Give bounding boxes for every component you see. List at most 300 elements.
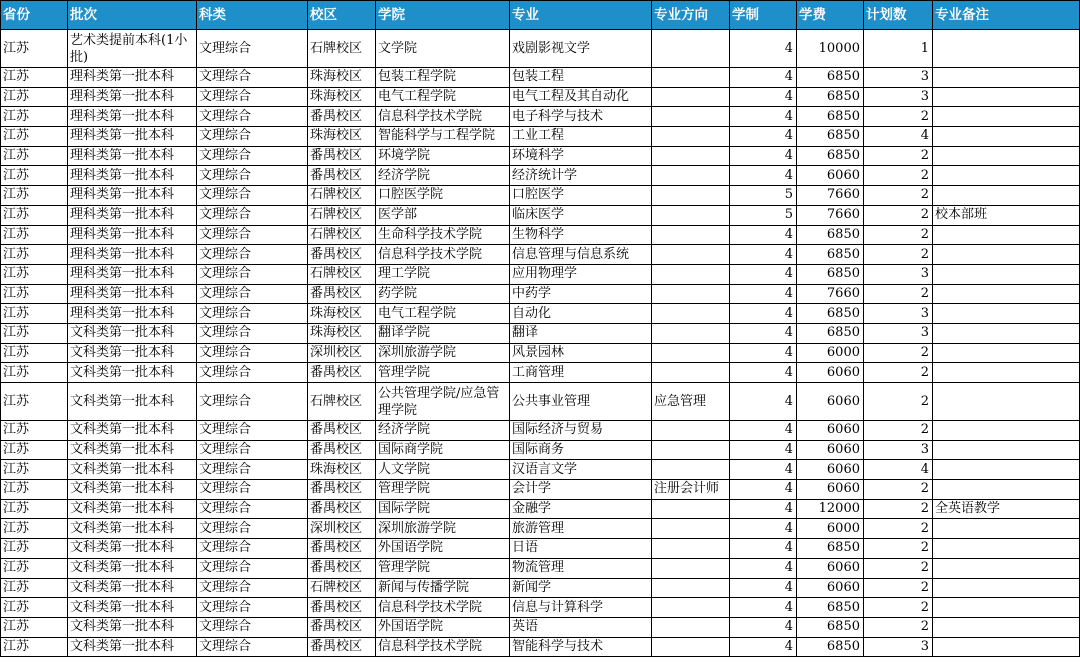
category-cell: 文理综合 (197, 440, 308, 460)
duration-cell: 5 (730, 186, 797, 206)
major-cell: 物流管理 (510, 558, 652, 578)
province-cell: 江苏 (1, 440, 68, 460)
duration-cell: 4 (730, 68, 797, 88)
campus-cell: 深圳校区 (308, 343, 376, 363)
direction-cell (652, 264, 730, 284)
direction-cell (652, 539, 730, 559)
province-cell: 江苏 (1, 205, 68, 225)
duration-cell: 4 (730, 519, 797, 539)
tuition-cell: 6000 (797, 343, 864, 363)
province-cell: 江苏 (1, 323, 68, 343)
remarks-cell (933, 264, 1080, 284)
campus-cell: 番禺校区 (308, 480, 376, 500)
college-cell: 信息科学技术学院 (376, 245, 510, 265)
province-cell: 江苏 (1, 304, 68, 324)
college-cell: 国际商学院 (376, 440, 510, 460)
col-header-direction: 专业方向 (652, 1, 730, 30)
duration-cell: 4 (730, 127, 797, 147)
province-cell: 江苏 (1, 480, 68, 500)
batch-cell: 理科类第一批本科 (68, 166, 197, 186)
campus-cell: 番禺校区 (308, 284, 376, 304)
duration-cell: 4 (730, 460, 797, 480)
direction-cell (652, 519, 730, 539)
major-cell: 金融学 (510, 499, 652, 519)
remarks-cell (933, 598, 1080, 618)
table-row (1, 578, 1080, 598)
major-cell: 口腔医学 (510, 186, 652, 206)
province-cell: 江苏 (1, 617, 68, 637)
batch-cell: 文科类第一批本科 (68, 539, 197, 559)
batch-cell: 理科类第一批本科 (68, 107, 197, 127)
batch-cell: 理科类第一批本科 (68, 186, 197, 206)
duration-cell: 4 (730, 30, 797, 68)
campus-cell: 石牌校区 (308, 205, 376, 225)
quota-cell: 2 (864, 186, 933, 206)
table-row (1, 225, 1080, 245)
campus-cell: 番禺校区 (308, 617, 376, 637)
college-cell: 外国语学院 (376, 539, 510, 559)
college-cell: 药学院 (376, 284, 510, 304)
tuition-cell: 6850 (797, 127, 864, 147)
category-cell: 文理综合 (197, 383, 308, 421)
table-row (1, 539, 1080, 559)
batch-cell: 理科类第一批本科 (68, 245, 197, 265)
campus-cell: 石牌校区 (308, 30, 376, 68)
duration-cell: 4 (730, 166, 797, 186)
campus-cell: 番禺校区 (308, 440, 376, 460)
major-cell: 临床医学 (510, 205, 652, 225)
category-cell: 文理综合 (197, 205, 308, 225)
college-cell: 公共管理学院/应急管理学院 (376, 383, 510, 421)
major-cell: 经济统计学 (510, 166, 652, 186)
batch-cell: 理科类第一批本科 (68, 127, 197, 147)
batch-cell: 理科类第一批本科 (68, 68, 197, 88)
tuition-cell: 7660 (797, 284, 864, 304)
quota-cell: 4 (864, 460, 933, 480)
major-cell: 中药学 (510, 284, 652, 304)
category-cell: 文理综合 (197, 578, 308, 598)
remarks-cell (933, 383, 1080, 421)
table-row (1, 245, 1080, 265)
batch-cell: 文科类第一批本科 (68, 460, 197, 480)
table-row (1, 637, 1080, 657)
batch-cell: 文科类第一批本科 (68, 578, 197, 598)
quota-cell: 3 (864, 304, 933, 324)
duration-cell: 4 (730, 343, 797, 363)
campus-cell: 石牌校区 (308, 264, 376, 284)
direction-cell (652, 421, 730, 441)
category-cell: 文理综合 (197, 87, 308, 107)
direction-cell (652, 460, 730, 480)
duration-cell: 4 (730, 421, 797, 441)
direction-cell (652, 304, 730, 324)
quota-cell: 2 (864, 383, 933, 421)
province-cell: 江苏 (1, 87, 68, 107)
direction-cell (652, 323, 730, 343)
tuition-cell: 12000 (797, 499, 864, 519)
province-cell: 江苏 (1, 186, 68, 206)
campus-cell: 番禺校区 (308, 499, 376, 519)
category-cell: 文理综合 (197, 245, 308, 265)
college-cell: 理工学院 (376, 264, 510, 284)
remarks-cell (933, 284, 1080, 304)
major-cell: 电气工程及其自动化 (510, 87, 652, 107)
remarks-cell (933, 304, 1080, 324)
college-cell: 外国语学院 (376, 617, 510, 637)
college-cell: 国际学院 (376, 499, 510, 519)
tuition-cell: 7660 (797, 205, 864, 225)
remarks-cell: 校本部班 (933, 205, 1080, 225)
batch-cell: 理科类第一批本科 (68, 205, 197, 225)
major-cell: 信息管理与信息系统 (510, 245, 652, 265)
table-row (1, 186, 1080, 206)
direction-cell (652, 205, 730, 225)
major-cell: 包装工程 (510, 68, 652, 88)
province-cell: 江苏 (1, 225, 68, 245)
tuition-cell: 6850 (797, 264, 864, 284)
remarks-cell (933, 127, 1080, 147)
remarks-cell (933, 421, 1080, 441)
tuition-cell: 6850 (797, 539, 864, 559)
quota-cell: 2 (864, 578, 933, 598)
duration-cell: 4 (730, 304, 797, 324)
major-cell: 会计学 (510, 480, 652, 500)
campus-cell: 珠海校区 (308, 87, 376, 107)
remarks-cell: 全英语教学 (933, 499, 1080, 519)
direction-cell (652, 166, 730, 186)
remarks-cell (933, 558, 1080, 578)
category-cell: 文理综合 (197, 558, 308, 578)
category-cell: 文理综合 (197, 617, 308, 637)
tuition-cell: 6850 (797, 617, 864, 637)
category-cell: 文理综合 (197, 264, 308, 284)
col-header-college: 学院 (376, 1, 510, 30)
remarks-cell (933, 146, 1080, 166)
table-row (1, 598, 1080, 618)
remarks-cell (933, 460, 1080, 480)
campus-cell: 番禺校区 (308, 539, 376, 559)
tuition-cell: 6060 (797, 480, 864, 500)
quota-cell: 3 (864, 264, 933, 284)
province-cell: 江苏 (1, 264, 68, 284)
batch-cell: 文科类第一批本科 (68, 637, 197, 657)
quota-cell: 3 (864, 87, 933, 107)
college-cell: 信息科学技术学院 (376, 598, 510, 618)
batch-cell: 理科类第一批本科 (68, 146, 197, 166)
campus-cell: 石牌校区 (308, 186, 376, 206)
quota-cell: 2 (864, 617, 933, 637)
tuition-cell: 6060 (797, 166, 864, 186)
major-cell: 生物科学 (510, 225, 652, 245)
duration-cell: 4 (730, 578, 797, 598)
batch-cell: 理科类第一批本科 (68, 87, 197, 107)
table-row (1, 30, 1080, 68)
tuition-cell: 6060 (797, 363, 864, 383)
campus-cell: 珠海校区 (308, 323, 376, 343)
table-row (1, 480, 1080, 500)
table-row (1, 264, 1080, 284)
table-row (1, 284, 1080, 304)
duration-cell: 4 (730, 637, 797, 657)
remarks-cell (933, 363, 1080, 383)
college-cell: 口腔医学院 (376, 186, 510, 206)
quota-cell: 3 (864, 637, 933, 657)
major-cell: 信息与计算科学 (510, 598, 652, 618)
col-header-tuition: 学费 (797, 1, 864, 30)
duration-cell: 4 (730, 383, 797, 421)
campus-cell: 深圳校区 (308, 519, 376, 539)
batch-cell: 艺术类提前本科(1小批) (68, 30, 197, 68)
duration-cell: 4 (730, 87, 797, 107)
category-cell: 文理综合 (197, 519, 308, 539)
campus-cell: 番禺校区 (308, 107, 376, 127)
remarks-cell (933, 30, 1080, 68)
province-cell: 江苏 (1, 637, 68, 657)
quota-cell: 3 (864, 440, 933, 460)
college-cell: 经济学院 (376, 421, 510, 441)
duration-cell: 4 (730, 617, 797, 637)
college-cell: 新闻与传播学院 (376, 578, 510, 598)
province-cell: 江苏 (1, 68, 68, 88)
batch-cell: 文科类第一批本科 (68, 598, 197, 618)
direction-cell (652, 598, 730, 618)
quota-cell: 2 (864, 343, 933, 363)
tuition-cell: 7660 (797, 186, 864, 206)
table-row (1, 421, 1080, 441)
remarks-cell (933, 186, 1080, 206)
category-cell: 文理综合 (197, 225, 308, 245)
tuition-cell: 6850 (797, 637, 864, 657)
duration-cell: 4 (730, 323, 797, 343)
table-row (1, 166, 1080, 186)
batch-cell: 理科类第一批本科 (68, 304, 197, 324)
remarks-cell (933, 480, 1080, 500)
direction-cell (652, 578, 730, 598)
col-header-major: 专业 (510, 1, 652, 30)
major-cell: 自动化 (510, 304, 652, 324)
province-cell: 江苏 (1, 245, 68, 265)
table-row (1, 146, 1080, 166)
tuition-cell: 6850 (797, 225, 864, 245)
campus-cell: 番禺校区 (308, 558, 376, 578)
col-header-category: 科类 (197, 1, 308, 30)
college-cell: 电气工程学院 (376, 304, 510, 324)
major-cell: 工商管理 (510, 363, 652, 383)
remarks-cell (933, 87, 1080, 107)
duration-cell: 4 (730, 107, 797, 127)
tuition-cell: 6000 (797, 519, 864, 539)
tuition-cell: 6850 (797, 323, 864, 343)
province-cell: 江苏 (1, 499, 68, 519)
direction-cell (652, 186, 730, 206)
col-header-province: 省份 (1, 1, 68, 30)
province-cell: 江苏 (1, 578, 68, 598)
table-row (1, 363, 1080, 383)
tuition-cell: 6060 (797, 440, 864, 460)
major-cell: 电子科学与技术 (510, 107, 652, 127)
province-cell: 江苏 (1, 146, 68, 166)
campus-cell: 珠海校区 (308, 460, 376, 480)
province-cell: 江苏 (1, 383, 68, 421)
category-cell: 文理综合 (197, 421, 308, 441)
category-cell: 文理综合 (197, 637, 308, 657)
header-row (1, 1, 1080, 30)
campus-cell: 石牌校区 (308, 578, 376, 598)
table-row (1, 558, 1080, 578)
quota-cell: 4 (864, 127, 933, 147)
quota-cell: 2 (864, 558, 933, 578)
campus-cell: 珠海校区 (308, 127, 376, 147)
campus-cell: 番禺校区 (308, 637, 376, 657)
college-cell: 环境学院 (376, 146, 510, 166)
province-cell: 江苏 (1, 421, 68, 441)
province-cell: 江苏 (1, 166, 68, 186)
quota-cell: 2 (864, 480, 933, 500)
table-row (1, 343, 1080, 363)
tuition-cell: 6060 (797, 421, 864, 441)
table-row (1, 519, 1080, 539)
quota-cell: 3 (864, 323, 933, 343)
province-cell: 江苏 (1, 284, 68, 304)
campus-cell: 珠海校区 (308, 304, 376, 324)
quota-cell: 2 (864, 166, 933, 186)
college-cell: 管理学院 (376, 558, 510, 578)
category-cell: 文理综合 (197, 166, 308, 186)
category-cell: 文理综合 (197, 127, 308, 147)
col-header-remarks: 专业备注 (933, 1, 1080, 30)
category-cell: 文理综合 (197, 343, 308, 363)
remarks-cell (933, 578, 1080, 598)
quota-cell: 2 (864, 225, 933, 245)
category-cell: 文理综合 (197, 30, 308, 68)
quota-cell: 2 (864, 499, 933, 519)
table-row (1, 323, 1080, 343)
major-cell: 国际经济与贸易 (510, 421, 652, 441)
table-row (1, 87, 1080, 107)
direction-cell (652, 245, 730, 265)
batch-cell: 文科类第一批本科 (68, 617, 197, 637)
major-cell: 新闻学 (510, 578, 652, 598)
college-cell: 医学部 (376, 205, 510, 225)
province-cell: 江苏 (1, 107, 68, 127)
quota-cell: 2 (864, 284, 933, 304)
remarks-cell (933, 107, 1080, 127)
remarks-cell (933, 166, 1080, 186)
batch-cell: 文科类第一批本科 (68, 323, 197, 343)
province-cell: 江苏 (1, 30, 68, 68)
col-header-batch: 批次 (68, 1, 197, 30)
major-cell: 公共事业管理 (510, 383, 652, 421)
province-cell: 江苏 (1, 363, 68, 383)
table-row (1, 617, 1080, 637)
college-cell: 管理学院 (376, 480, 510, 500)
category-cell: 文理综合 (197, 146, 308, 166)
category-cell: 文理综合 (197, 107, 308, 127)
duration-cell: 4 (730, 499, 797, 519)
college-cell: 智能科学与工程学院 (376, 127, 510, 147)
quota-cell: 2 (864, 146, 933, 166)
tuition-cell: 6060 (797, 383, 864, 421)
category-cell: 文理综合 (197, 539, 308, 559)
tuition-cell: 6850 (797, 87, 864, 107)
province-cell: 江苏 (1, 460, 68, 480)
college-cell: 深圳旅游学院 (376, 519, 510, 539)
duration-cell: 4 (730, 264, 797, 284)
college-cell: 翻译学院 (376, 323, 510, 343)
direction-cell (652, 637, 730, 657)
remarks-cell (933, 343, 1080, 363)
college-cell: 信息科学技术学院 (376, 107, 510, 127)
batch-cell: 理科类第一批本科 (68, 264, 197, 284)
quota-cell: 2 (864, 519, 933, 539)
major-cell: 国际商务 (510, 440, 652, 460)
major-cell: 旅游管理 (510, 519, 652, 539)
batch-cell: 文科类第一批本科 (68, 558, 197, 578)
col-header-quota: 计划数 (864, 1, 933, 30)
campus-cell: 珠海校区 (308, 68, 376, 88)
province-cell: 江苏 (1, 343, 68, 363)
province-cell: 江苏 (1, 519, 68, 539)
batch-cell: 理科类第一批本科 (68, 284, 197, 304)
province-cell: 江苏 (1, 127, 68, 147)
remarks-cell (933, 617, 1080, 637)
quota-cell: 1 (864, 30, 933, 68)
remarks-cell (933, 323, 1080, 343)
direction-cell (652, 558, 730, 578)
campus-cell: 石牌校区 (308, 225, 376, 245)
batch-cell: 文科类第一批本科 (68, 480, 197, 500)
table-row (1, 127, 1080, 147)
campus-cell: 番禺校区 (308, 166, 376, 186)
province-cell: 江苏 (1, 598, 68, 618)
duration-cell: 4 (730, 539, 797, 559)
duration-cell: 5 (730, 205, 797, 225)
tuition-cell: 6850 (797, 146, 864, 166)
quota-cell: 2 (864, 205, 933, 225)
duration-cell: 4 (730, 558, 797, 578)
remarks-cell (933, 225, 1080, 245)
direction-cell (652, 146, 730, 166)
direction-cell (652, 30, 730, 68)
direction-cell (652, 617, 730, 637)
batch-cell: 文科类第一批本科 (68, 519, 197, 539)
remarks-cell (933, 245, 1080, 265)
duration-cell: 4 (730, 480, 797, 500)
tuition-cell: 6850 (797, 68, 864, 88)
college-cell: 生命科学技术学院 (376, 225, 510, 245)
tuition-cell: 6060 (797, 578, 864, 598)
quota-cell: 2 (864, 598, 933, 618)
category-cell: 文理综合 (197, 363, 308, 383)
direction-cell (652, 225, 730, 245)
remarks-cell (933, 519, 1080, 539)
major-cell: 英语 (510, 617, 652, 637)
major-cell: 工业工程 (510, 127, 652, 147)
batch-cell: 文科类第一批本科 (68, 440, 197, 460)
remarks-cell (933, 539, 1080, 559)
col-header-campus: 校区 (308, 1, 376, 30)
remarks-cell (933, 637, 1080, 657)
quota-cell: 2 (864, 539, 933, 559)
tuition-cell: 6850 (797, 107, 864, 127)
major-cell: 风景园林 (510, 343, 652, 363)
table-row (1, 304, 1080, 324)
direction-cell (652, 127, 730, 147)
quota-cell: 3 (864, 68, 933, 88)
duration-cell: 4 (730, 440, 797, 460)
direction-cell (652, 68, 730, 88)
college-cell: 信息科学技术学院 (376, 637, 510, 657)
